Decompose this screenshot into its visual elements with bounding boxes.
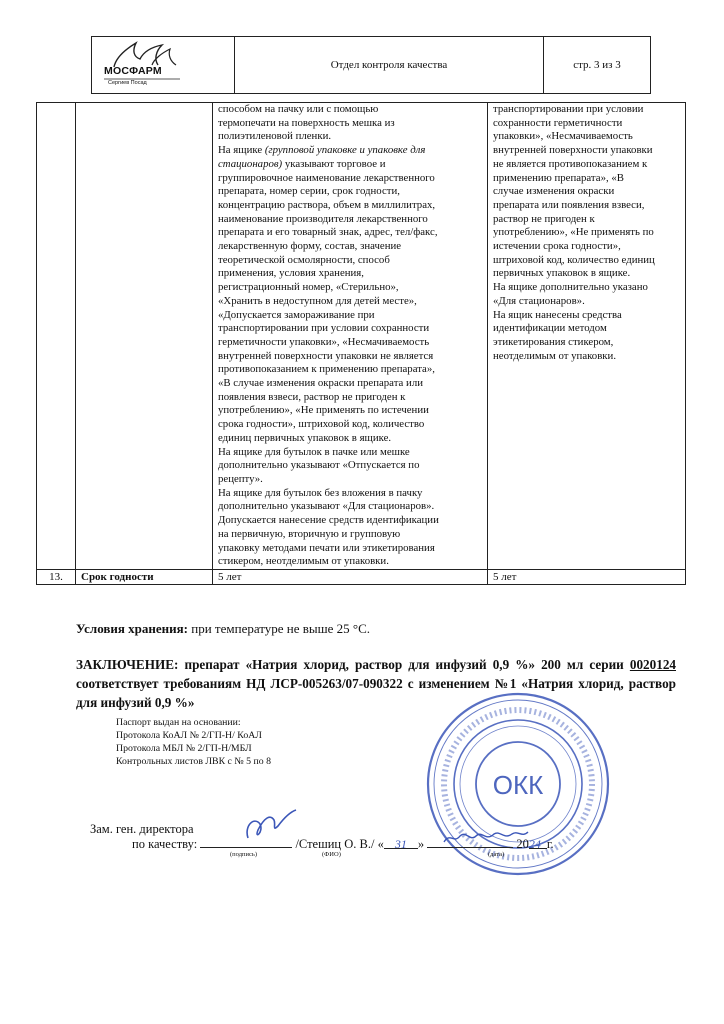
batch-number: 0020124 (629, 657, 676, 672)
text-line (493, 130, 680, 144)
text-segment: единиц первичных упаковок в ящике. (218, 431, 392, 444)
text-line (218, 404, 482, 418)
text-line (218, 528, 482, 542)
text-segment: рецепту». (218, 472, 263, 485)
row-requirement: 5 лет (213, 569, 488, 584)
text-segment: На ящике для бутылок без вложения в пачку (218, 486, 423, 499)
caption-signature: (подпись) (230, 851, 257, 858)
text-line (493, 226, 680, 240)
year-prefix: 20 (516, 837, 529, 851)
logo-text: МОСФАРМ (104, 65, 162, 77)
text-line (493, 267, 680, 281)
text-segment: упаковки», «Несмачиваемость (493, 130, 633, 143)
text-segment: лекарственную форму, состав, значение (218, 240, 402, 253)
table-row-continuation (37, 103, 686, 570)
text-line (218, 322, 482, 336)
basis-line: Паспорт выдан на основании: (116, 717, 241, 728)
text-line (218, 377, 482, 391)
text-segment: препарата и его товарный знак, адрес, тел/факс, (218, 226, 438, 239)
text-line (493, 213, 680, 227)
text-line (218, 281, 482, 295)
text-segment: внутренней поверхности упаковки не является (218, 349, 434, 362)
cell-num (37, 103, 76, 570)
text-line (218, 254, 482, 268)
text-segment: Допускается нанесение средств идентификации (218, 514, 439, 527)
text-line (493, 158, 680, 172)
text-segment: раствор не пригоден к (493, 212, 595, 225)
text-segment: препарата, номер серии, срок годности, (218, 185, 400, 198)
text-line (218, 144, 482, 158)
date-open-quote: « (377, 837, 384, 851)
text-line (218, 500, 482, 514)
text-segment: «Допускается замораживание при (218, 308, 375, 321)
text-line (218, 172, 482, 186)
text-segment: дополнительно указывают «Для стационаров». (218, 500, 435, 513)
text-segment: не является противопоказанием к (493, 157, 648, 170)
text-segment: стикером, неотделимым от упаковки. (218, 555, 389, 568)
text-line (218, 267, 482, 281)
text-segment: «Для стационаров». (493, 294, 585, 307)
row-name: Срок годности (76, 569, 213, 584)
text-line (218, 459, 482, 473)
text-line (218, 391, 482, 405)
text-segment: термопечати на поверхность мешка из (218, 116, 395, 129)
conclusion-text-2: соответствует требованиям НД ЛСР-005263/07-090322 с изменением №1 «Натрия хлорид, раствор для инфузий 0,9 %» (76, 676, 676, 710)
basis-line: Контрольных листов ЛВК с № 5 по 8 (116, 756, 271, 767)
text-segment: концентрацию раствора, объем в миллилитрах, (218, 198, 436, 211)
text-segment: наименование производителя лекарственного (218, 212, 428, 225)
text-segment: «Хранить в недоступном для детей месте», (218, 294, 417, 307)
text-line (218, 336, 482, 350)
text-segment: этикетирования стикером, (493, 335, 614, 348)
text-segment: препарата или появления взвеси, (493, 198, 645, 211)
text-segment: На ящике дополнительно указано (493, 281, 648, 294)
text-line (218, 363, 482, 377)
text-segment: На ящике для бутылок в пачке или мешке (218, 445, 410, 458)
table-row (37, 569, 686, 584)
page-number: стр. 3 из 3 (573, 59, 621, 71)
text-segment: транспортировании при условии сохранности (218, 322, 430, 335)
text-line (493, 144, 680, 158)
text-segment: употреблению», «Не применять по (493, 226, 654, 239)
text-segment: неотделимым от упаковки. (493, 349, 617, 362)
text-line (218, 555, 482, 569)
company-logo (92, 37, 235, 93)
text-segment: штриховой код, количество единиц (493, 253, 655, 266)
text-segment: применения, условия хранения, (218, 267, 364, 280)
conclusion-label: ЗАКЛЮЧЕНИЕ: (76, 657, 179, 672)
text-segment: указывают торговое и (282, 157, 386, 170)
text-segment: полиэтиленовой пленки. (218, 130, 332, 143)
text-line (218, 350, 482, 364)
basis-line: Протокола МБЛ № 2/ГП-Н/МБЛ (116, 743, 252, 754)
year-suffix: 24 (529, 837, 547, 849)
signer-position: по качеству: (132, 837, 198, 851)
text-line (218, 473, 482, 487)
italic-text: (групповой упаковке и упаковке для (264, 144, 426, 157)
text-segment: противопоказанием к применению препарата», (218, 363, 435, 376)
spec-table (36, 102, 686, 585)
year-end: г. (546, 837, 554, 851)
text-line (493, 240, 680, 254)
date-day: 31 (384, 837, 418, 849)
text-segment: дополнительно указывают «Отпускается по (218, 459, 420, 472)
text-line (218, 514, 482, 528)
department-title: Отдел контроля качества (235, 37, 544, 93)
text-line (493, 117, 680, 131)
text-line (493, 322, 680, 336)
signer-name: /Стешиц О. В./ (295, 837, 375, 851)
text-line (218, 158, 482, 172)
text-segment: сохранности герметичности (493, 116, 623, 129)
text-segment: упаковку методами печати или этикетирования (218, 541, 435, 554)
text-line (218, 487, 482, 501)
text-line (493, 172, 680, 186)
text-segment: На ящике (218, 144, 265, 157)
text-line (218, 185, 482, 199)
text-segment: транспортировании при условии (493, 103, 644, 115)
document-header (91, 36, 651, 94)
storage-value: при температуре не выше 25 °С. (188, 621, 371, 636)
handwritten-signature-icon (240, 806, 300, 846)
cell-name (76, 103, 213, 570)
text-segment: появления взвеси, раствор не пригоден к (218, 390, 406, 403)
text-line (218, 309, 482, 323)
text-line (218, 432, 482, 446)
text-segment: случае изменения окраски (493, 185, 615, 198)
text-segment: на первичную, вторичную и групповую (218, 527, 401, 540)
caption-date: (дата) (488, 851, 505, 858)
text-segment: На ящик нанесены средства (493, 308, 622, 321)
issue-basis (116, 716, 271, 768)
cell-result (488, 103, 686, 570)
text-line (218, 295, 482, 309)
date-close-quote: » (417, 837, 425, 851)
text-segment: «В случае изменения окраски препарата или (218, 377, 423, 390)
text-segment: способом на пачку или с помощью (218, 103, 379, 115)
cell-requirement (213, 103, 488, 570)
text-line (218, 199, 482, 213)
text-line (218, 542, 482, 556)
text-line (493, 309, 680, 323)
logo-subtitle: Сергиев Посад (108, 80, 147, 86)
text-line (218, 130, 482, 144)
text-line (218, 446, 482, 460)
text-segment: внутренней поверхности упаковки (493, 144, 653, 157)
text-line (218, 226, 482, 240)
conclusion-text: препарат «Натрия хлорид, раствор для инфузий 0,9 %» 200 мл серии (178, 657, 630, 672)
caption-name: (ФИО) (322, 851, 341, 858)
text-line (493, 350, 680, 364)
handwritten-month-icon (440, 826, 530, 848)
text-line (218, 418, 482, 432)
text-segment: теоретической осмолярности, способ (218, 253, 390, 266)
text-line (493, 199, 680, 213)
text-line (218, 103, 482, 117)
text-line (493, 185, 680, 199)
text-line (493, 281, 680, 295)
row-result: 5 лет (488, 569, 686, 584)
text-segment: регистрационный номер, «Стерильно», (218, 281, 399, 294)
row-number: 13. (37, 569, 76, 584)
text-line (218, 213, 482, 227)
text-segment: употреблению», «Не применять по истечении (218, 404, 429, 417)
basis-line: Протокола КоАЛ № 2/ГП-Н/ КоАЛ (116, 730, 262, 741)
text-line (493, 336, 680, 350)
text-line (218, 240, 482, 254)
text-segment: группировочное наименование лекарственного (218, 171, 435, 184)
text-segment: срока годности», штриховой код, количество (218, 418, 425, 431)
text-line (493, 103, 680, 117)
text-segment: применению препарата», «В (493, 171, 624, 184)
storage-label: Условия хранения: (76, 621, 189, 636)
italic-text: стационаров) (218, 157, 283, 170)
signer-title: Зам. ген. директора (90, 822, 194, 836)
text-line (493, 254, 680, 268)
text-segment: герметичности упаковки», «Несмачиваемость (218, 335, 430, 348)
text-segment: первичных упаковок в ящике. (493, 267, 631, 280)
text-line (493, 295, 680, 309)
storage-conditions (76, 621, 370, 637)
text-segment: истечении срока годности», (493, 240, 621, 253)
stamp-center-text: ОКК (492, 770, 544, 800)
text-line (218, 117, 482, 131)
text-segment: идентификации методом (493, 322, 607, 335)
